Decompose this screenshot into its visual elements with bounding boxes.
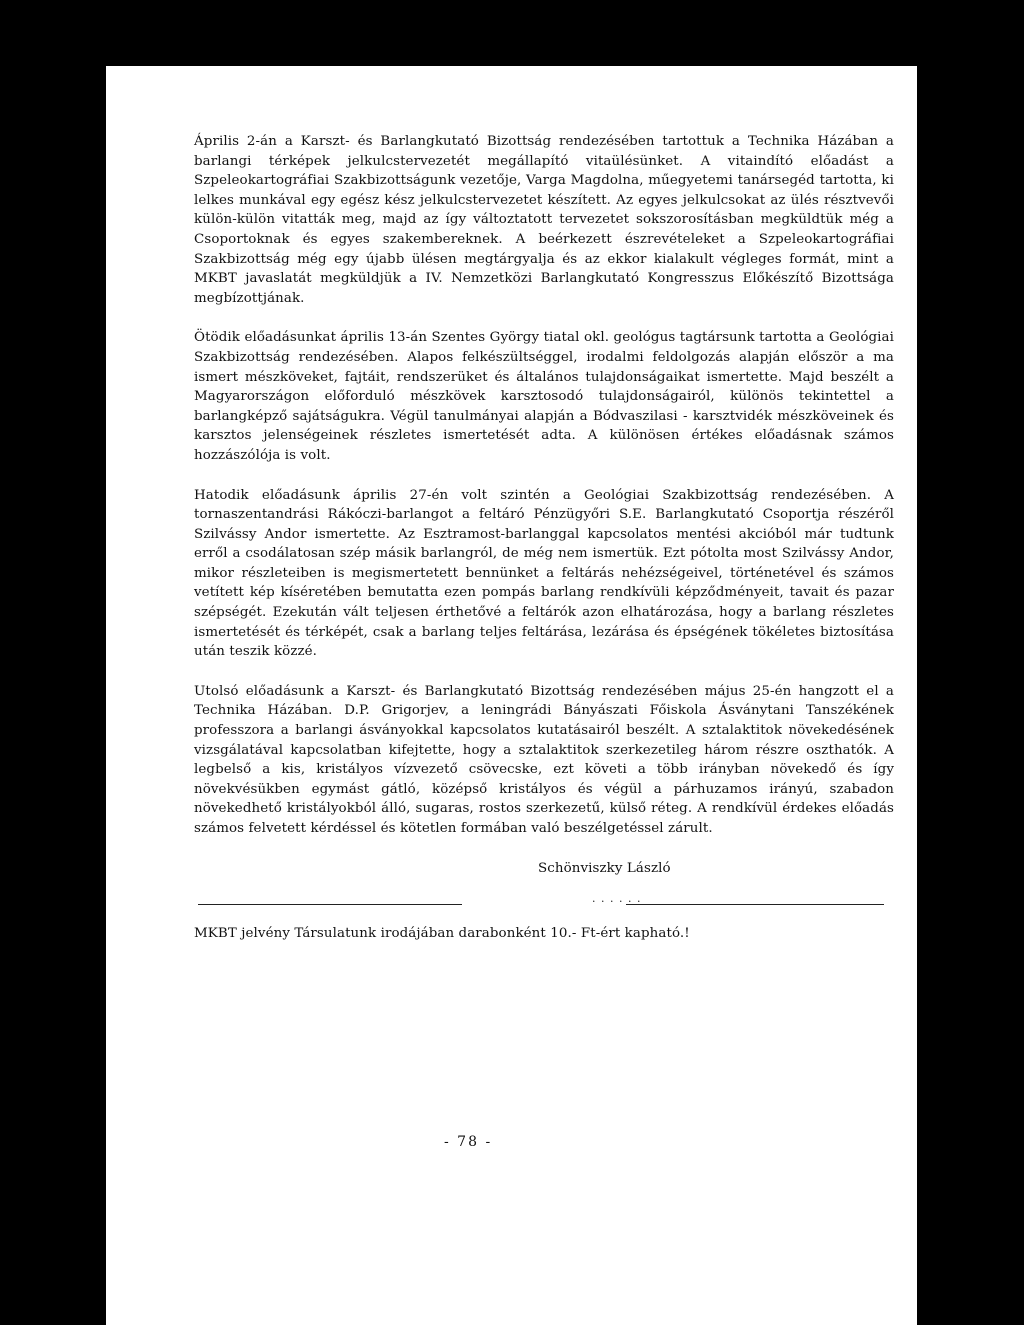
separator-line-right <box>626 904 884 905</box>
footnote-badge-notice: MKBT jelvény Társulatunk irodájában darabonként 10.- Ft-ért kapható.! <box>194 926 690 942</box>
paragraph-otodik-eloadas: Ötödik előadásunkat április 13-án Szentes György tiatal okl. geológus tagtársunk tartotta a Geológiai Szakbizottság rendezésében. Alapos felkészültséggel, irodalmi feldolgozás alapján először a ma ismert mészköveket, fajtáit, rendszerüket és általános tulajdonságaikat ismertette. Majd beszélt a Magyarországon előforduló mészkövek karsztosodó tulajdonságairól, különös tekintettel a barlangképző sajátságukra. Végül tanulmányai alapján a Bódvaszilasi - karsztvidék mészköveinek és karsztos jelenségeinek részletes ismertetését adta. A különösen értékes előadásnak számos hozzászólója is volt. <box>194 330 894 463</box>
separator-line-left <box>198 904 462 905</box>
separator-dots: · · · · · · <box>592 895 642 909</box>
author-signature: Schönviszky László <box>538 860 671 876</box>
document-body <box>194 132 894 944</box>
paragraph-karszt-vitaules: Április 2-án a Karszt- és Barlangkutató Bizottság rendezésében tartottuk a Technika Házában a barlangi térképek jelkulcstervezetét megállapító vitaülésünket. A vitaindító előadást a Szpeleokartográfiai Szakbizottságunk vezetője, Varga Magdolna, műegyetemi tanársegéd tartotta, ki lelkes munkával egy egész kész jelkulcstervezetet készített. Az egyes jelkulcsokat az ülés résztvevői külön-külön vitatták meg, majd az így változtatott tervezetet sokszorosításban megküldtük még a Csoportoknak és egyes szakembereknek. A beérkezett észrevételeket a Szpeleokartográfiai Szakbizottság még egy újabb ülésen megtárgyalja és az ekkor kialakult végleges formát, mint a MKBT javaslatát megküldjük a IV. Nemzetközi Barlangkutató Kongresszus Előkészítő Bizottsága megbízottjának. <box>194 134 894 306</box>
document-page <box>106 66 917 1325</box>
separator <box>194 896 894 916</box>
page-number: - 78 - <box>444 1134 493 1150</box>
paragraph-hatodik-eloadas: Hatodik előadásunk április 27-én volt szintén a Geológiai Szakbizottság rendezésében. A tornaszentandrási Rákóczi-barlangot a feltáró Pénzügyőri S.E. Barlangkutató Csoportja részéről Szilvássy Andor ismertette. Az Esztramost-barlanggal kapcsolatos mentési akcióból már tudtunk erről a csodálatosan szép másik barlangról, de még nem ismertük. Ezt pótolta most Szilvássy Andor, mikor részleteiben is megismertetett bennünket a feltárás nehézségeivel, történetével és számos vetített kép kíséretében bemutatta ezen pompás barlang rendkívüli képződményeit, tavait és pazar szépségét. Ezekután vált teljesen érthetővé a feltárók azon elhatározása, hogy a barlang részletes ismertetését és térképét, csak a barlang teljes feltárása, lezárása és épségének tökéletes biztosítása után teszik közzé. <box>194 487 894 660</box>
paragraph-utolso-eloadas: Utolsó előadásunk a Karszt- és Barlangkutató Bizottság rendezésében május 25-én hangzott el a Technika Házában. D.P. Grigorjev, a leningrádi Bányászati Főiskola Ásványtani Tanszékének professzora a barlangi ásványokkal kapcsolatos kutatásairól beszélt. A sztalaktitok növekedésének vizsgálatával kapcsolatban kifejtette, hogy a sztalaktitok szerkezetileg három részre oszthatók. A legbelső a kis, kristályos vízvezető csövecske, ezt követi a több irányban növekedő és így növekvésükben egymást gátló, középső kristályos és végül a párhuzamos irányú, szabadon növekedhető kristályokból álló, sugaras, rostos szerkezetű, külső réteg. A rendkívül érdekes előadás számos felvetett kérdéssel és kötetlen formában való beszélgetéssel zárult. <box>194 683 894 836</box>
